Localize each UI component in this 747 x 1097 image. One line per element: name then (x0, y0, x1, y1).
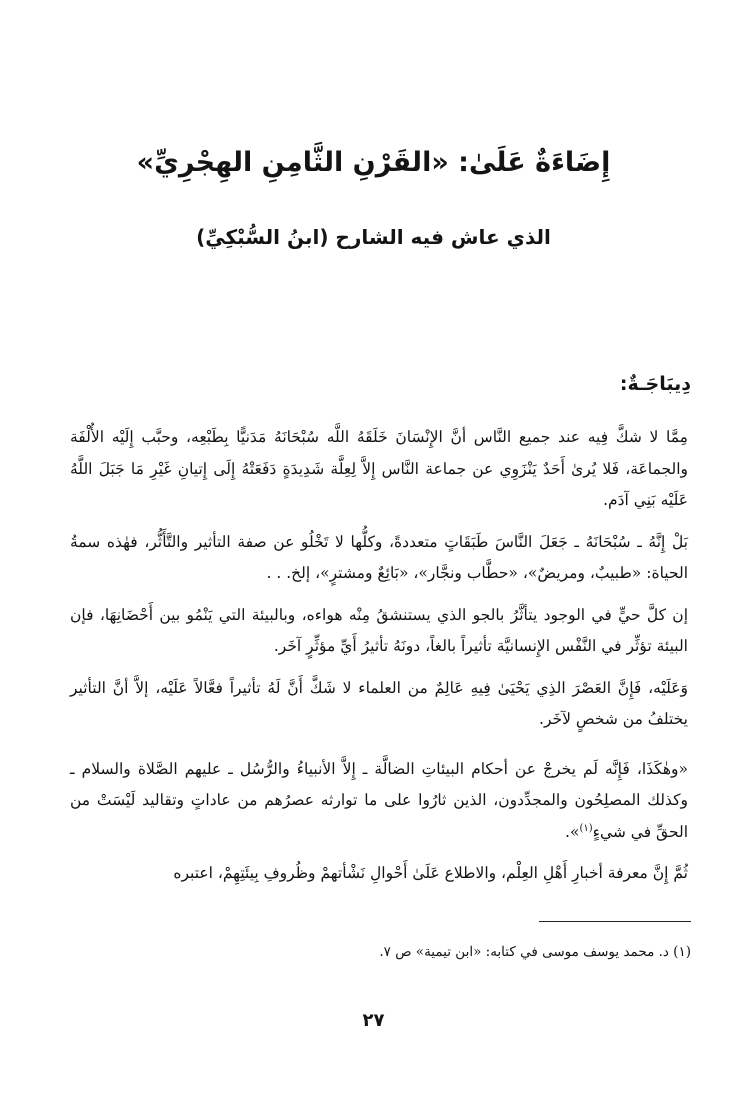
footnote-divider (539, 921, 691, 922)
page-number: ٢٧ (362, 1010, 385, 1031)
paragraph-6: ثُمَّ إِنَّ معرفة أخبارِ أَهْلِ العِلْم، والاطلاع عَلَىٰ أَحْوالِ نَشْأتهمْ وظُروفِ بِيئَتِهِمْ، اعتبره (173, 864, 688, 882)
quote-close: ». (565, 822, 580, 841)
paragraph-2: بَلْ إِنَّهُ ـ سُبْحَانَهُ ـ جَعَلَ النَّاسَ طَبَقَاتٍ متعددةً، وكلُّها لا تَخْلُو عن صفة التأثير والتَّأَثُّر، فهٰذه سمةُ الحياة: «طبيبٌ، ومريضٌ»، «حطَّاب ونجَّار»، «بَائِعٌ ومشترٍ»، إلخ. . . (70, 532, 688, 582)
page-title: إِضَاءَةٌ عَلَىٰ: «القَرْنِ الثَّامِنِ الهِجْرِيِّ» (136, 147, 611, 178)
quote-text: «وهٰكَذَا، فَإِنَّه لَم يخرجْ عن أحكام البيئاتِ الضالَّة ـ إِلاَّ الأنبياءُ والرُّسُل ـ عليهم الصَّلاة والسلام ـ وكذلك المصلِحُون والمجدِّدون، الذين ثارُوا على ما توارثه عصرُهم من عاداتٍ وتقاليد لَيْسَتْ من الحقِّ في شيءٍ (70, 759, 688, 841)
paragraph-5-quote (70, 754, 688, 849)
body-text (70, 422, 688, 900)
footnote-reference[interactable]: (١) (579, 822, 593, 834)
paragraph-1: مِمَّا لا شكَّ فِيه عند جميع النَّاس أنَّ الإِنْسَانَ خَلَقَهُ اللَّه سُبْحَانَهُ مَدَنيًّا بِطَبْعِه، وحبَّب إِلَيْه الأُلْفَة والجماعَة، فَلا يُرىٰ أَحَدٌ يَنْزَوِي عن جماعة النَّاس إِلاَّ لِعِلَّة شَدِيدَةٍ دَفَعَتْهُ إِلَى إِتيانِ غَيْرِ مَا جَبَلَ اللَّهُ عَلَيْه بَنِي آدَم. (70, 428, 688, 509)
section-heading: دِيبَاجَـةٌ: (619, 373, 691, 395)
footnote: (١) د. محمد يوسف موسى في كتابه: «ابن تيمية» ص ٧. (379, 944, 691, 960)
paragraph-3: إن كلَّ حيٍّ في الوجود يتأثَّرُ بالجو الذي يستنشقُ مِنْه هواءه، وبالبيئة التي يَنْمُو بين أَحْضَانِهَا، فإن البيئة تؤثِّر في النَّفْس الإِنسانيَّة تأثيراً بالغاً، دونَهُ تأثيرُ أَيِّ مؤثِّرٍ آخَر. (70, 605, 688, 655)
paragraph-4: وَعَلَيْه، فَإِنَّ العَصْرَ الذِي يَحْيَىٰ فِيهِ عَالِمٌ من العلماء لا شَكَّ أَنَّ لَهُ تأثيراً فعَّالاً عَلَيْه، إلاَّ أنَّ التأثير يختلفُ من شخصٍ لآخَر. (70, 678, 688, 728)
page-subtitle: الذي عاش فيه الشارح (ابنُ السُّبْكِيِّ) (196, 225, 551, 249)
